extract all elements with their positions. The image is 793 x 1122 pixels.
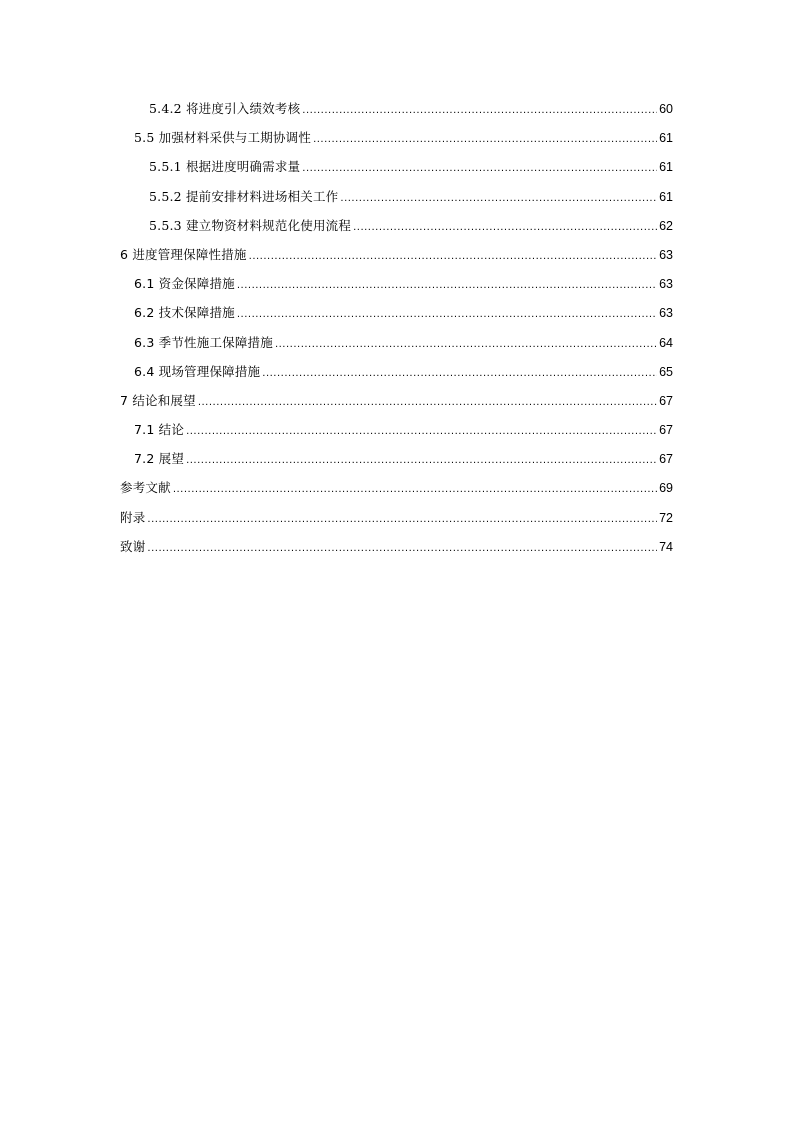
toc-page-number: 67 (659, 452, 673, 467)
toc-leader-dots (237, 300, 657, 329)
toc-page-number: 67 (659, 393, 673, 408)
toc-leader-dots (198, 388, 657, 417)
toc-leader-dots (340, 184, 657, 213)
toc-entry-appendix[interactable] (120, 503, 673, 532)
toc-leader-dots (302, 154, 657, 183)
toc-entry-references[interactable] (120, 473, 673, 502)
toc-page-number: 63 (659, 277, 673, 292)
toc-entry-label: 致谢 (120, 538, 146, 554)
toc-page-number: 61 (659, 160, 673, 175)
toc-leader-dots (147, 505, 657, 534)
toc-entry-5-5-2[interactable] (120, 182, 673, 211)
toc-leader-dots (186, 446, 657, 475)
toc-page-number: 61 (659, 131, 673, 146)
toc-entry-label: 6.4 现场管理保障措施 (134, 363, 261, 379)
toc-page-number: 69 (659, 481, 673, 496)
toc-entry-acknowledgements[interactable] (120, 532, 673, 561)
toc-entry-label: 7 结论和展望 (120, 392, 196, 408)
toc-leader-dots (262, 359, 657, 388)
toc-entry-5-5-1[interactable] (120, 152, 673, 181)
toc-page-number: 67 (659, 423, 673, 438)
toc-entry-label: 5.5.3 建立物资材料规范化使用流程 (149, 217, 352, 233)
toc-entry-label: 5.5.2 提前安排材料进场相关工作 (149, 188, 339, 204)
toc-page-number: 65 (659, 364, 673, 379)
toc-leader-dots (302, 96, 657, 125)
toc-entry-6-2[interactable] (120, 298, 673, 327)
toc-entry-5-4-2[interactable] (120, 94, 673, 123)
toc-entry-label: 参考文献 (120, 480, 171, 496)
toc-leader-dots (249, 242, 657, 271)
toc-page-number: 72 (659, 510, 673, 525)
toc-leader-dots (237, 271, 657, 300)
toc-entry-6[interactable] (120, 240, 673, 269)
toc-leader-dots (173, 475, 657, 504)
toc-entry-6-4[interactable] (120, 357, 673, 386)
toc-entry-7[interactable] (120, 386, 673, 415)
toc-page-number: 60 (659, 102, 673, 116)
toc-page-number: 64 (659, 335, 673, 350)
toc-leader-dots (313, 125, 657, 154)
toc-entry-5-5-3[interactable] (120, 211, 673, 240)
toc-leader-dots (275, 330, 657, 359)
toc-entry-label: 7.1 结论 (134, 422, 185, 438)
toc-entry-label: 5.5.1 根据进度明确需求量 (149, 159, 301, 175)
toc-entry-label: 6.1 资金保障措施 (134, 276, 235, 292)
toc-leader-dots (353, 213, 657, 242)
toc-page-number: 63 (659, 247, 673, 262)
toc-entry-6-3[interactable] (120, 328, 673, 357)
toc-entry-7-1[interactable] (120, 415, 673, 444)
toc-entry-label: 6.2 技术保障措施 (134, 305, 235, 321)
toc-leader-dots (186, 417, 657, 446)
toc-entry-7-2[interactable] (120, 444, 673, 473)
toc-page-number: 74 (659, 539, 673, 554)
toc-entry-label: 5.5 加强材料采供与工期协调性 (134, 130, 312, 146)
table-of-contents (120, 94, 673, 561)
toc-entry-label: 6 进度管理保障性措施 (120, 246, 247, 262)
toc-leader-dots (147, 534, 657, 563)
toc-entry-6-1[interactable] (120, 269, 673, 298)
toc-page-number: 63 (659, 306, 673, 321)
toc-page-number: 62 (659, 218, 673, 233)
toc-entry-5-5[interactable] (120, 123, 673, 152)
toc-entry-label: 附录 (120, 509, 146, 525)
toc-page-number: 61 (659, 189, 673, 204)
toc-entry-label: 7.2 展望 (134, 451, 185, 467)
toc-entry-label: 6.3 季节性施工保障措施 (134, 334, 273, 350)
toc-entry-label: 5.4.2 将进度引入绩效考核 (149, 101, 301, 116)
